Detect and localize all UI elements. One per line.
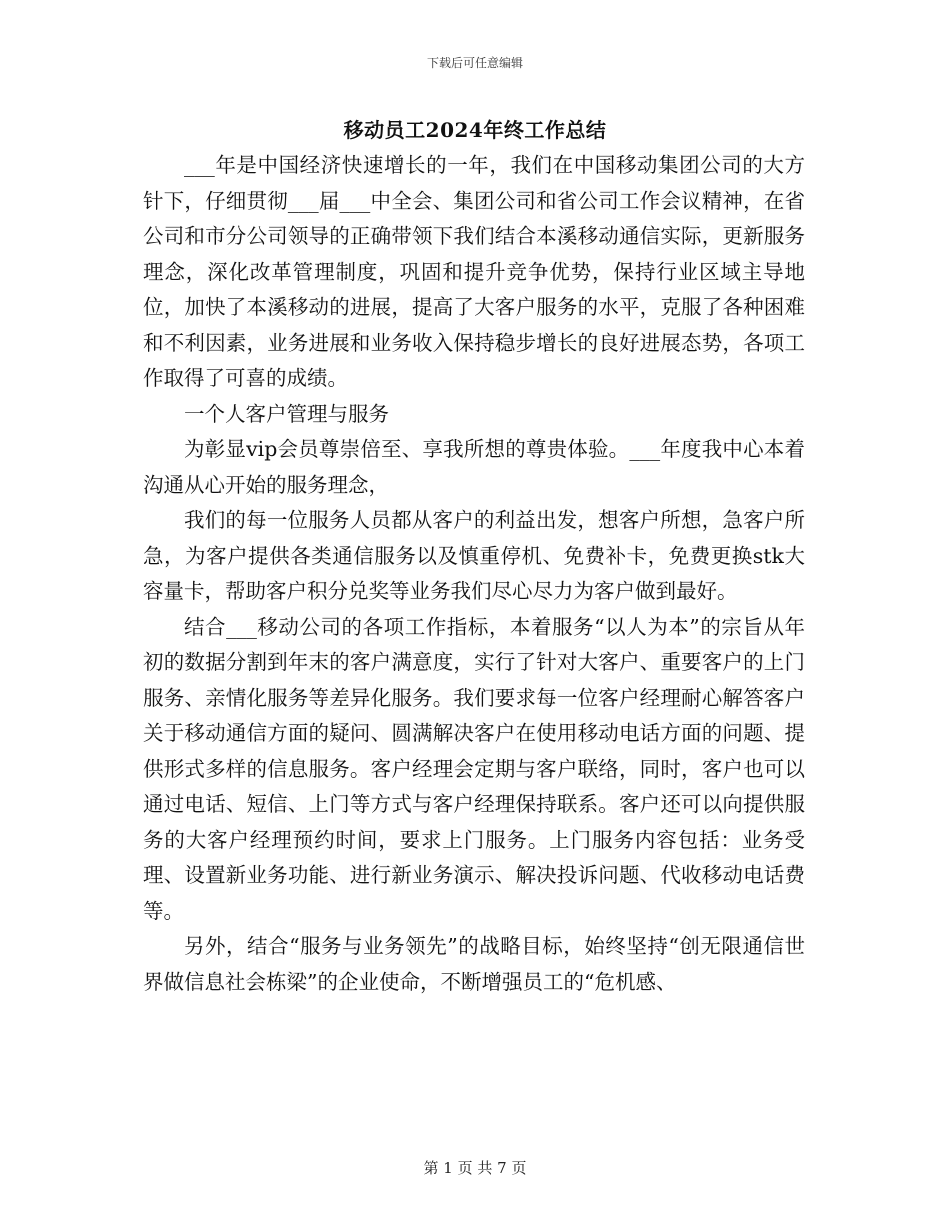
paragraph-strategy: 另外，结合“服务与业务领先”的战略目标，始终坚持“创无限通信世界做信息社会栋梁”的企业使命，不断增强员工的“危机感、 [143,934,805,994]
paragraph-vip: 为彰显vip会员尊崇倍至、享我所想的尊贵体验。___年度我中心本着沟通从心开始的服务理念， [143,437,805,497]
document-title: 移动员工2024年终工作总结 [343,118,607,142]
paragraph-service-staff: 我们的每一位服务人员都从客户的利益出发，想客户所想，急客户所急，为客户提供各类通信服务以及慎重停机、免费补卡，免费更换stk大容量卡，帮助客户积分兑奖等业务我们尽心尽力为客户做到最好。 [143,508,805,603]
paragraph-differentiated-service: 结合___移动公司的各项工作指标，本着服务“以人为本”的宗旨从年初的数据分割到年末的客户满意度，实行了针对大客户、重要客户的上门服务、亲情化服务等差异化服务。我们要求每一位客户经理耐心解答客户关于移动通信方面的疑问、圆满解决客户在使用移动电话方面的问题、提供形式多样的信息服务。客户经理会定期与客户联络，同时，客户也可以通过电话、短信、上门等方式与客户经理保持联系。客户还可以向提供服务的大客户经理预约时间，要求上门服务。上门服务内容包括：业务受理、设置新业务功能、进行新业务演示、解决投诉问题、代收移动电话费等。 [143,614,805,923]
page-number: 第 1 页 共 7 页 [423,1159,527,1177]
header-note: 下载后可任意编辑 [426,56,523,70]
document-body [143,148,805,1000]
paragraph-intro: ___年是中国经济快速增长的一年，我们在中国移动集团公司的大方针下，仔细贯彻___届___中全会、集团公司和省公司工作会议精神，在省公司和市分公司领导的正确带领下我们结合本溪移动通信实际，更新服务理念，深化改革管理制度，巩固和提升竞争优势，保持行业区域主导地位，加快了本溪移动的进展，提高了大客户服务的水平，克服了各种困难和不利因素，业务进展和业务收入保持稳步增长的良好进展态势，各项工作取得了可喜的成绩。 [143,153,805,390]
section-heading: 一个人客户管理与服务 [184,401,389,426]
